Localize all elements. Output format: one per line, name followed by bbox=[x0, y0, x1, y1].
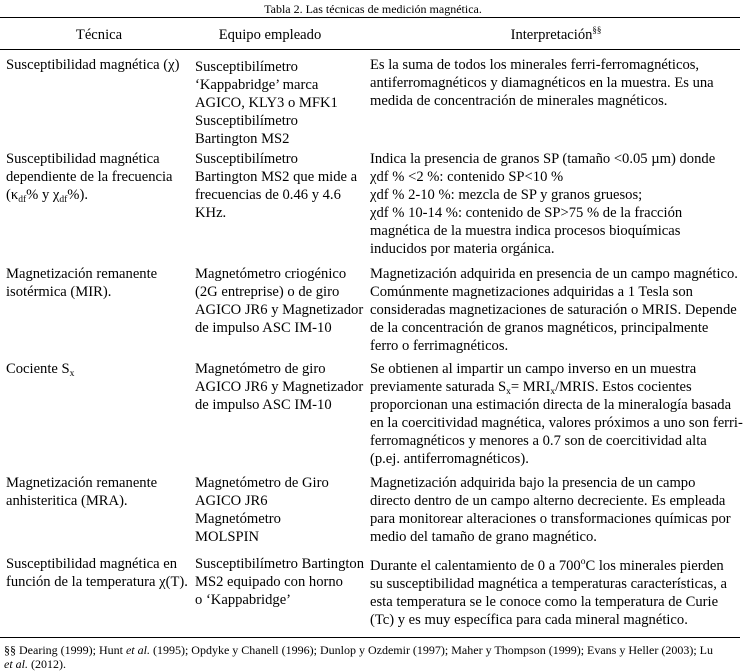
cell-equipo bbox=[195, 150, 370, 222]
cell-interpretacion bbox=[370, 557, 742, 629]
text-line: directo dentro de un campo alterno decreciente. Es empleada bbox=[370, 493, 726, 510]
text-line: Susceptibilidad magnética (χ) bbox=[6, 57, 180, 73]
text-line: AGICO, KLY3 o MFK1 bbox=[195, 95, 338, 112]
text-line: (2G entreprise) o de giro bbox=[195, 284, 340, 301]
text-line: Susceptibilímetro bbox=[195, 151, 298, 167]
text-line: Susceptibilidad magnética bbox=[6, 151, 160, 167]
text-line: (p.ej. antiferromagnéticos). bbox=[370, 451, 529, 468]
cell-interpretacion bbox=[370, 56, 742, 110]
cell-tecnica bbox=[6, 56, 192, 74]
text-line: inducidos por materia orgánica. bbox=[370, 241, 555, 258]
text-line: consideradas magnetizaciones de saturación o MRIS. Depende bbox=[370, 302, 737, 319]
subscript: x bbox=[506, 387, 511, 398]
text-line: Magnetómetro bbox=[195, 511, 281, 528]
text: = MRI bbox=[510, 379, 551, 396]
text-line: antiferromagnéticos y diamagnéticos en la muestra. Es una bbox=[370, 75, 714, 92]
footnote-marker: §§ bbox=[592, 25, 602, 35]
subscript: x bbox=[69, 369, 75, 379]
text-line: Susceptibilímetro bbox=[195, 59, 298, 75]
text-line: función de la temperatura χ(T). bbox=[6, 574, 188, 591]
text-line: Magnetización adquirida en presencia de un campo magnético. bbox=[370, 266, 738, 282]
text-line: Magnetómetro de giro bbox=[195, 361, 326, 377]
cell-tecnica bbox=[6, 265, 192, 301]
text-line: para monitorear alteraciones o transformaciones químicas por bbox=[370, 511, 731, 528]
text-line: ‘Kappabridge’ marca bbox=[195, 77, 319, 94]
text-line: Se obtienen al impartir un campo inverso en un muestra bbox=[370, 361, 697, 377]
text-line: medida de concentración de minerales magnéticos. bbox=[370, 93, 668, 110]
cell-interpretacion bbox=[370, 360, 742, 469]
cell-interpretacion bbox=[370, 265, 742, 355]
text: Durante el calentamiento de 0 a 700 bbox=[370, 558, 581, 574]
text-line: de impulso ASC IM-10 bbox=[195, 320, 332, 337]
cell-tecnica bbox=[6, 360, 192, 378]
text-line: Magnetización remanente bbox=[6, 475, 158, 491]
text-line: medio del tamaño de grano magnético. bbox=[370, 529, 597, 546]
text-line: anhisteritica (MRA). bbox=[6, 493, 128, 510]
header-equipo: Equipo empleado bbox=[218, 27, 322, 43]
text: C los minerales pierden bbox=[585, 558, 724, 574]
text-line: Comúnmente magnetizaciones adquiridas a 1 Tesla son bbox=[370, 284, 693, 301]
text-line: proporcionan una estimación directa de la mineralogía basada bbox=[370, 397, 732, 414]
text-line: su susceptibilidad magnética a temperaturas características, a bbox=[370, 576, 727, 593]
text-line: magnética de la muestra indica procesos bioquímicas bbox=[370, 223, 681, 240]
text-line: Susceptibilímetro Bartington bbox=[195, 556, 365, 572]
cell-equipo bbox=[195, 360, 370, 414]
table-caption: Tabla 2. Las técnicas de medición magnética. bbox=[264, 2, 482, 16]
formula-line bbox=[6, 186, 192, 204]
text: % y χ bbox=[26, 187, 60, 204]
text-line: Magnetómetro criogénico bbox=[195, 266, 347, 282]
cell-equipo bbox=[195, 58, 370, 148]
text-line bbox=[6, 360, 192, 378]
footnote-etal: et al. bbox=[4, 657, 28, 671]
text-line: (Tc) y es muy específica para cada mineral magnético. bbox=[370, 612, 688, 629]
table-footnote bbox=[4, 643, 744, 671]
text: previamente saturada S bbox=[370, 379, 507, 396]
text-line: Susceptibilímetro bbox=[195, 113, 298, 130]
text-line: Magnetización remanente bbox=[6, 266, 158, 282]
bottom-rule bbox=[0, 637, 740, 638]
footnote-text: §§ Dearing (1999); Hunt bbox=[4, 643, 126, 657]
header-interpretacion bbox=[370, 26, 742, 44]
cell-tecnica bbox=[6, 150, 192, 204]
text-line: de impulso ASC IM-10 bbox=[195, 397, 332, 414]
text-line: χdf % <2 %: contenido SP<10 % bbox=[370, 169, 564, 186]
text-line: en la coercitividad magnética, valores próximos a uno son ferri- bbox=[370, 415, 743, 432]
text-line: isotérmica (MIR). bbox=[6, 284, 112, 301]
cell-equipo bbox=[195, 265, 370, 337]
cell-tecnica bbox=[6, 474, 192, 510]
text: Cociente S bbox=[6, 361, 70, 377]
text-line: Bartington MS2 que mide a bbox=[195, 169, 358, 186]
text-line: Es la suma de todos los minerales ferri-ferromagnéticos, bbox=[370, 57, 700, 73]
subscript: df bbox=[59, 195, 68, 206]
text-line: MS2 equipado con horno bbox=[195, 574, 343, 591]
text-line: AGICO JR6 y Magnetizador bbox=[195, 302, 364, 319]
text-line: de la concentración de granos magnéticos, principalmente bbox=[370, 320, 709, 337]
formula-line bbox=[370, 557, 742, 575]
cell-equipo bbox=[195, 555, 370, 609]
superscript: o bbox=[580, 557, 586, 567]
text-line: AGICO JR6 bbox=[195, 493, 268, 510]
subscript: x bbox=[550, 387, 556, 398]
text-line: Bartington MS2 bbox=[195, 131, 290, 148]
footnote-etal: et al. bbox=[125, 643, 150, 657]
top-rule bbox=[0, 17, 740, 18]
text: (κ bbox=[6, 187, 19, 204]
text-line: MOLSPIN bbox=[195, 529, 260, 546]
cell-equipo bbox=[195, 474, 370, 546]
text-line: Susceptibilidad magnética en bbox=[6, 556, 178, 572]
formula-line bbox=[370, 378, 742, 396]
header-tecnica: Técnica bbox=[75, 27, 123, 43]
text-line: o ‘Kappabridge’ bbox=[195, 592, 292, 609]
text-line: Indica la presencia de granos SP (tamaño <0.05 µm) donde bbox=[370, 151, 716, 167]
subscript: df bbox=[18, 195, 27, 206]
footnote-text: (2012). bbox=[28, 657, 66, 671]
cell-tecnica bbox=[6, 555, 192, 591]
text-line: AGICO JR6 y Magnetizador bbox=[195, 379, 364, 396]
text-line: χdf % 10-14 %: contenido de SP>75 % de la fracción bbox=[370, 205, 683, 222]
text-line: Magnetización adquirida bajo la presencia de un campo bbox=[370, 475, 696, 491]
text-line: esta temperatura se le conoce como la temperatura de Curie bbox=[370, 594, 719, 611]
cell-interpretacion bbox=[370, 474, 742, 546]
text: /MRIS. Estos cocientes bbox=[555, 379, 692, 396]
text: %). bbox=[67, 187, 88, 204]
header-rule bbox=[0, 49, 740, 50]
text-line: dependiente de la frecuencia bbox=[6, 169, 173, 186]
header-interpretacion-label: Interpretación bbox=[510, 27, 593, 43]
text-line: KHz. bbox=[195, 205, 227, 222]
footnote-text: (1995); Opdyke y Chanell (1996); Dunlop y Ozdemir (1997); Maher y Thompson (1999); Evans y Heller (2003); Lu bbox=[149, 643, 713, 657]
text-line: χdf % 2-10 %: mezcla de SP y granos gruesos; bbox=[370, 187, 643, 204]
cell-interpretacion bbox=[370, 150, 742, 259]
text-line: ferromagnéticos y menores a 0.7 son de coercitividad alta bbox=[370, 433, 707, 450]
text-line: frecuencias de 0.46 y 4.6 bbox=[195, 187, 341, 204]
text-line: Magnetómetro de Giro bbox=[195, 475, 329, 491]
text-line: ferro o ferrimagnéticos. bbox=[370, 338, 509, 355]
